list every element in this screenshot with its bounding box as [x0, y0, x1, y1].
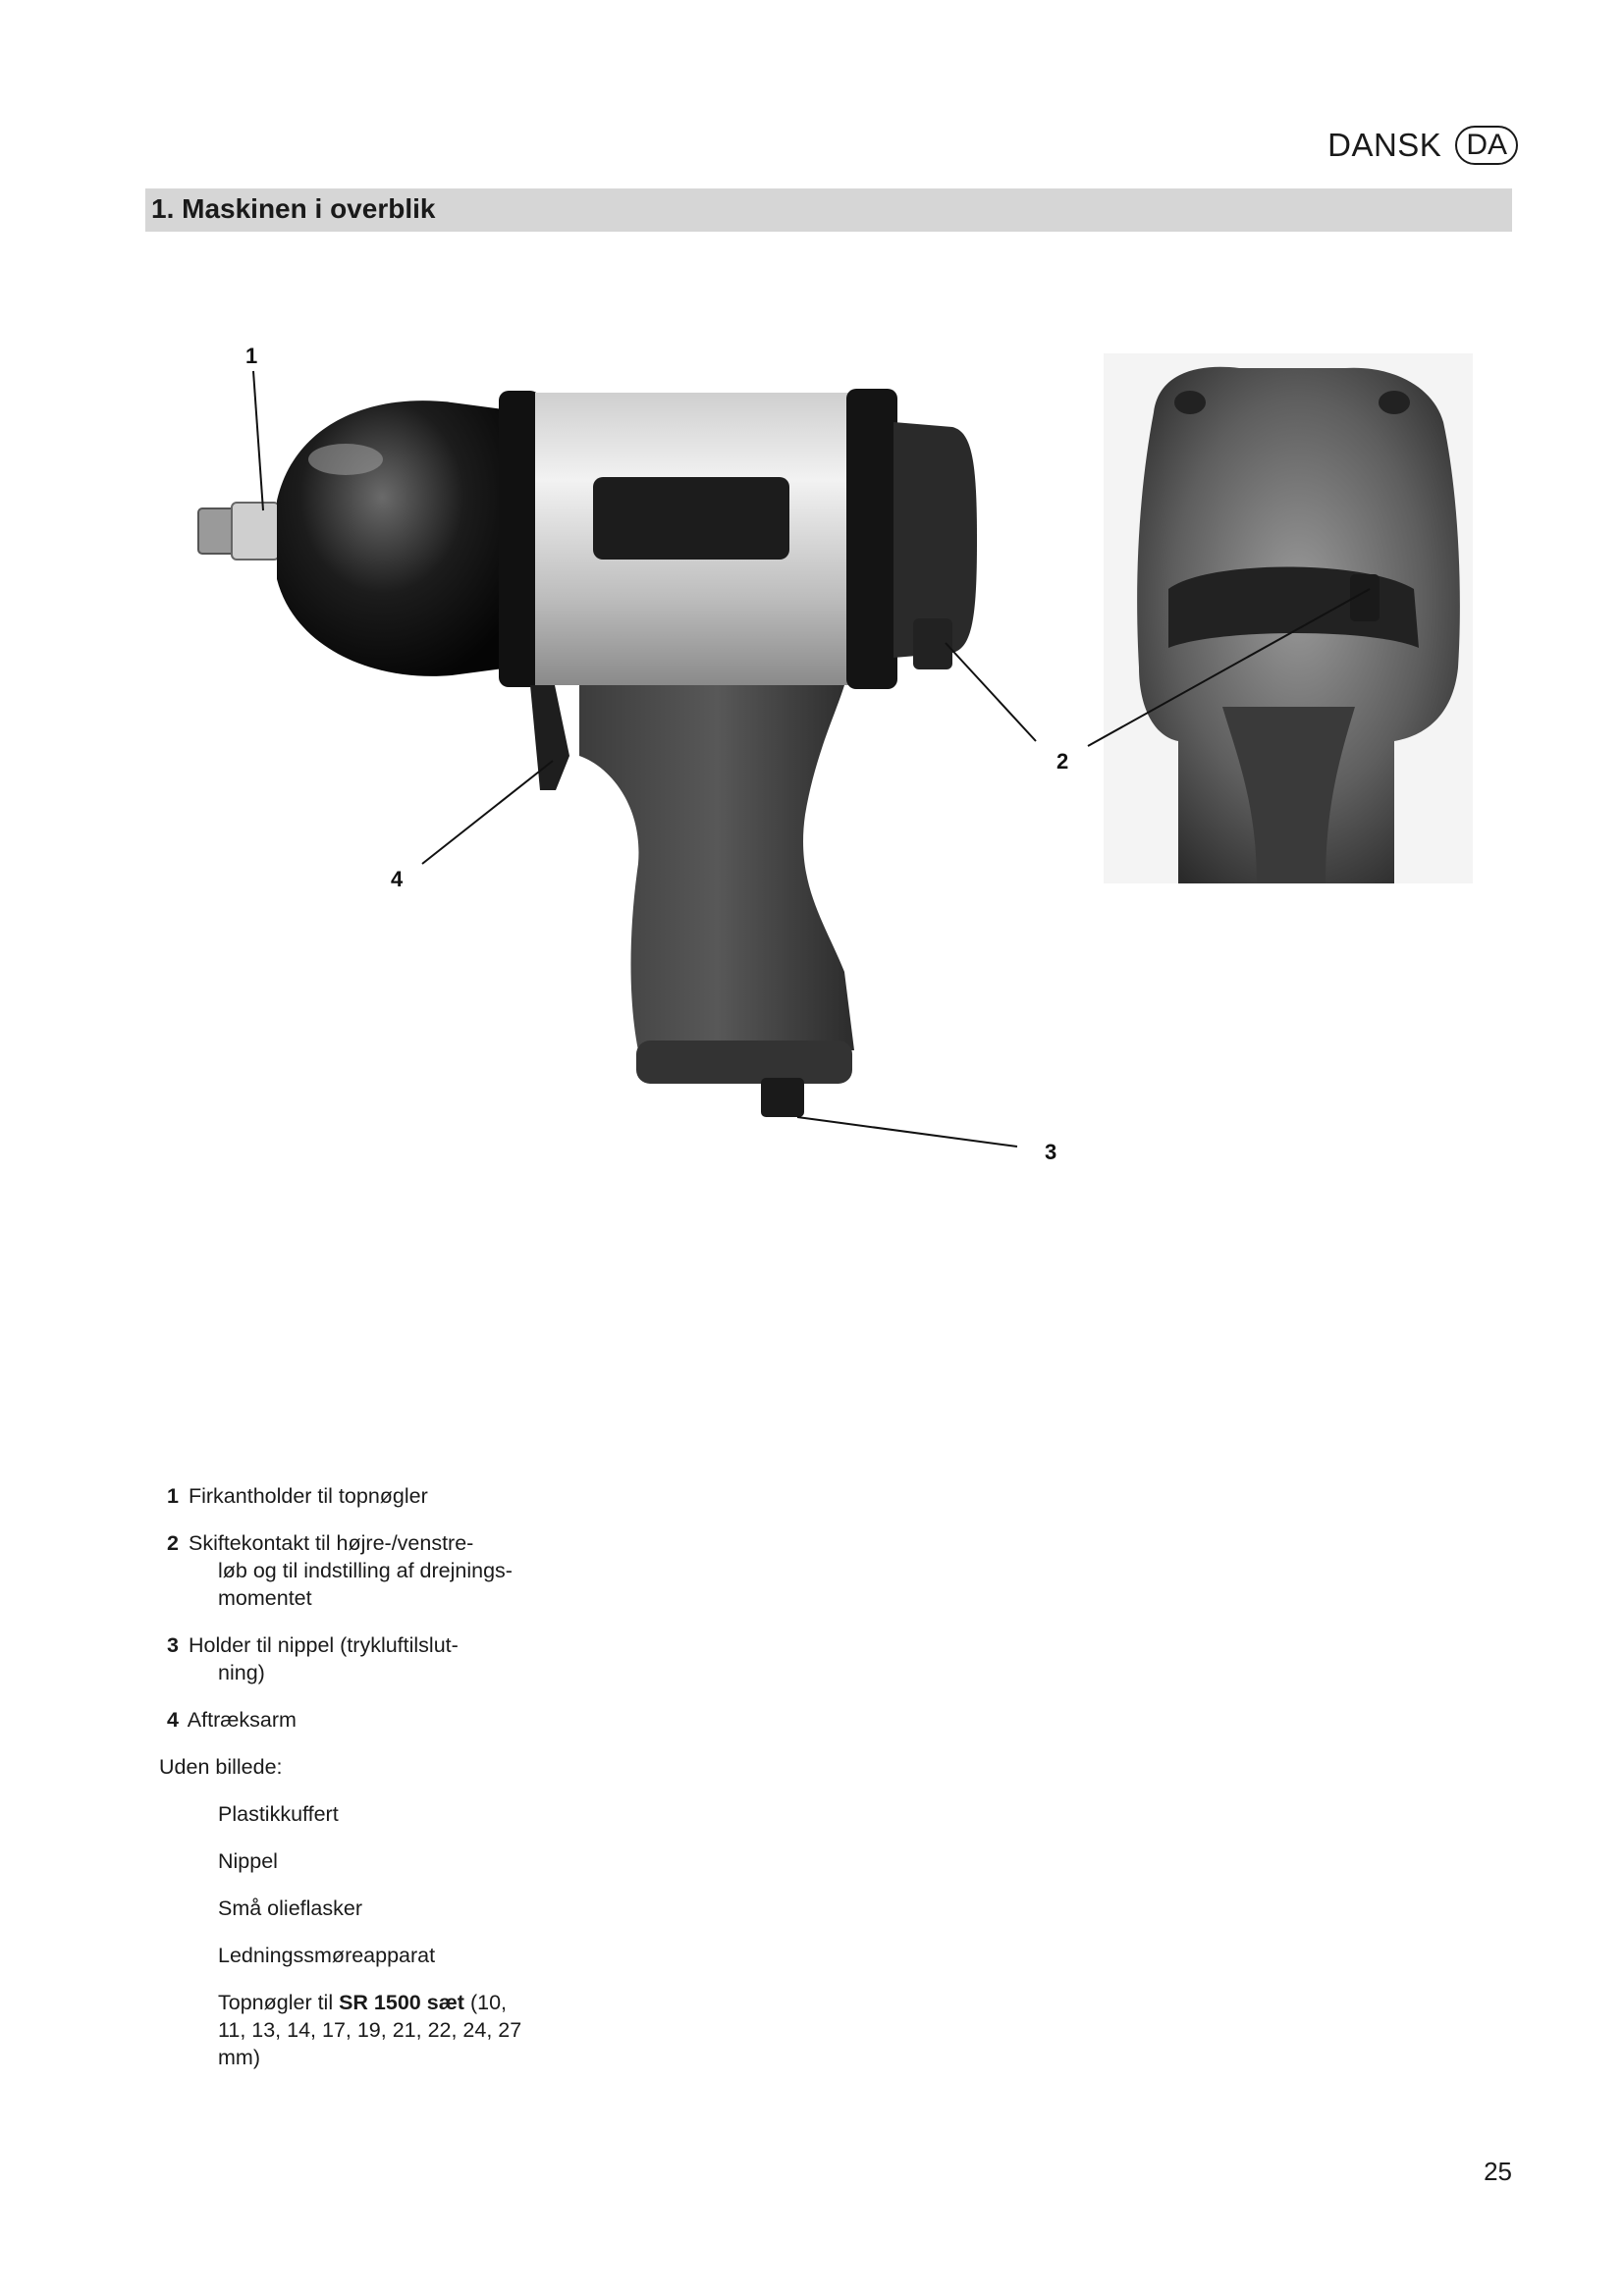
page-number: 25	[1484, 2157, 1512, 2186]
legend-text: Aftræksarm	[187, 1708, 297, 1732]
language-indicator	[1327, 126, 1518, 165]
tool-side-view	[198, 389, 977, 1117]
callout-line-2a	[946, 643, 1036, 741]
callout-line-1	[253, 371, 263, 510]
callout-line-4	[422, 761, 553, 864]
language-code-badge: DA	[1455, 126, 1518, 165]
accessory-item: Ledningssmøreapparat	[218, 1944, 436, 1967]
legend-text-cont: løb og til indstilling af drejnings- momentet	[218, 1559, 513, 1610]
callout-line-3	[797, 1117, 1017, 1147]
callout-3: 3	[1045, 1140, 1057, 1164]
legend-text: Firkantholder til topnøgler	[188, 1484, 428, 1508]
legend-num: 2	[167, 1531, 179, 1555]
tool-rear-view	[1104, 353, 1473, 883]
section-header	[145, 188, 1512, 232]
sockets-prefix: Topnøgler til	[218, 1991, 340, 2014]
accessory-sockets	[159, 1989, 532, 2071]
legend-num: 1	[167, 1484, 179, 1508]
legend-text-cont: ning)	[218, 1661, 265, 1684]
callout-1: 1	[245, 344, 258, 368]
callout-4: 4	[391, 867, 404, 891]
tool-figure	[0, 294, 1624, 1237]
legend-text: Skiftekontakt til højre-/venstre-	[188, 1531, 474, 1555]
legend-text: Holder til nippel (trykluftilslut-	[188, 1633, 459, 1657]
parts-legend	[159, 1482, 571, 2091]
accessory-item: Nippel	[218, 1849, 278, 1873]
accessory-item: Små olieflasker	[218, 1896, 362, 1920]
section-title: 1. Maskinen i overblik	[151, 193, 436, 224]
sockets-set-name: SR 1500 sæt	[339, 1991, 464, 2014]
legend-num: 4	[167, 1708, 179, 1732]
not-pictured-label: Uden billede:	[159, 1755, 283, 1779]
callout-2: 2	[1056, 749, 1069, 774]
accessory-item: Plastikkuffert	[218, 1802, 339, 1826]
legend-item-2	[159, 1529, 571, 1612]
legend-num: 3	[167, 1633, 179, 1657]
legend-item-4	[159, 1706, 571, 1734]
sockets-sizes: (10, 11, 13, 14, 17, 19, 21, 22, 24, 27 mm)	[218, 1991, 522, 2069]
language-label: DANSK	[1327, 127, 1442, 163]
legend-item-1	[159, 1482, 571, 1510]
impact-wrench-illustration	[0, 294, 1624, 1237]
legend-item-3	[159, 1631, 571, 1686]
